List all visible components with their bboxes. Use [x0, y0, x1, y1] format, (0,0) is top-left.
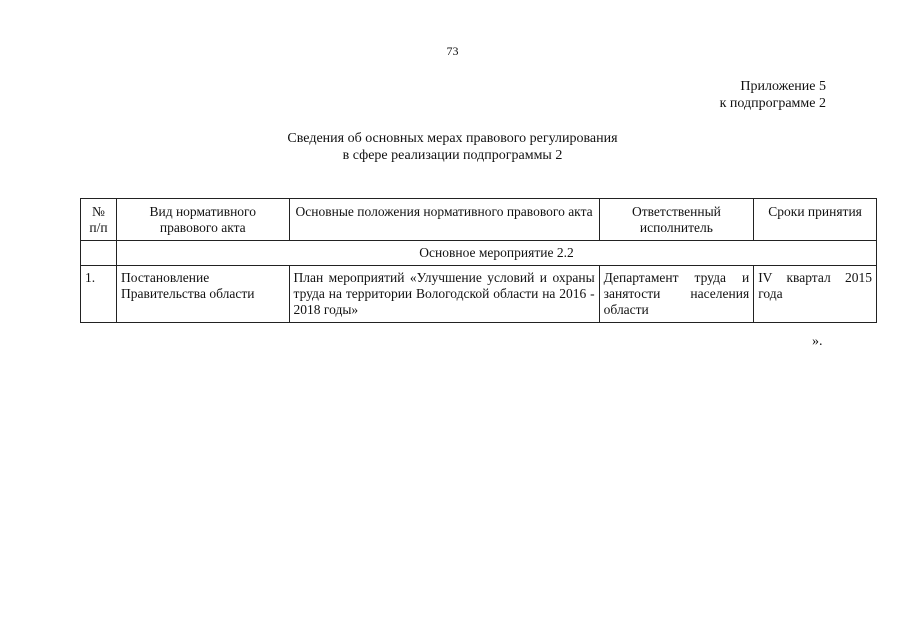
- title-line-1: Сведения об основных мерах правового регулирования: [287, 131, 618, 146]
- header-act-type: Вид нормативного правового акта: [116, 199, 289, 241]
- measures-table: [80, 198, 877, 323]
- table-header-row: [81, 199, 877, 241]
- document-title: [0, 130, 905, 164]
- row-provisions: План мероприятий «Улучшение условий и охраны труда на территории Вологодской области на 2016 - 2018 годы»: [289, 266, 599, 323]
- appendix-line-2: к подпрограмме 2: [719, 96, 826, 111]
- title-line-2: в сфере реализации подпрограммы 2: [342, 148, 563, 163]
- group-label: Основное мероприятие 2.2: [116, 241, 876, 266]
- header-provisions: Основные положения нормативного правового акта: [289, 199, 599, 241]
- header-num: № п/п: [81, 199, 117, 241]
- row-num: 1.: [81, 266, 117, 323]
- table-row: [81, 266, 877, 323]
- appendix-label: [720, 78, 826, 112]
- header-responsible: Ответственный исполнитель: [599, 199, 754, 241]
- row-deadline: IV квартал 2015 года: [754, 266, 877, 323]
- page-number: 73: [446, 44, 459, 58]
- closing-quote-mark: ».: [812, 334, 823, 349]
- header-deadline: Сроки принятия: [754, 199, 877, 241]
- row-responsible: Департамент труда и занятости населения области: [599, 266, 754, 323]
- group-row: [81, 241, 877, 266]
- row-act-type: Постановление Правительства области: [116, 266, 289, 323]
- group-empty-cell: [81, 241, 117, 266]
- appendix-line-1: Приложение 5: [740, 79, 826, 94]
